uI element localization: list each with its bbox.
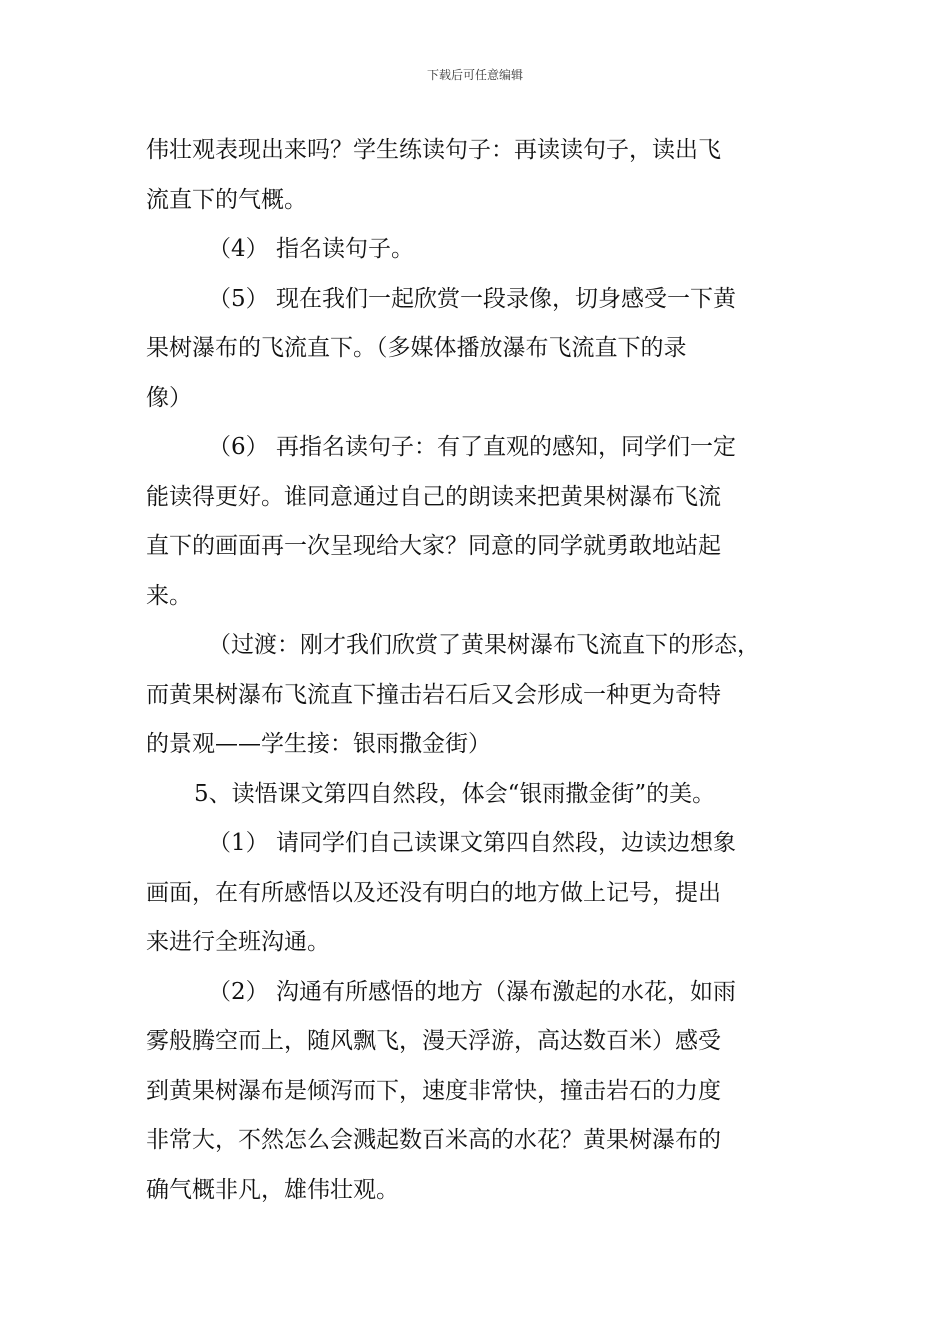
text-line: 确气概非凡，雄伟壮观。	[146, 1176, 399, 1203]
text-line: 而黄果树瀑布飞流直下撞击岩石后又会形成一种更为奇特	[146, 681, 721, 708]
text-line: （5） 现在我们一起欣赏一段录像，切身感受一下黄	[208, 285, 736, 312]
text-line: 非常大，不然怎么会溅起数百米高的水花？黄果树瀑布的	[146, 1127, 721, 1153]
text-line: （2） 沟通有所感悟的地方（瀑布激起的水花，如雨	[208, 978, 736, 1005]
text-line: （1） 请同学们自己读课文第四自然段，边读边想象	[208, 830, 736, 856]
text-line: 能读得更好。谁同意通过自己的朗读来把黄果树瀑布飞流	[146, 483, 721, 510]
text-line: （过渡：刚才我们欣赏了黄果树瀑布飞流直下的形态，	[208, 632, 760, 658]
text-line: 果树瀑布的飞流直下。（多媒体播放瀑布飞流直下的录	[146, 335, 687, 361]
text-line: 画面，在有所感悟以及还没有明白的地方做上记号，提出	[146, 879, 721, 906]
document-body	[146, 126, 826, 1215]
text-line: 5、读悟课文第四自然段，体会“银雨撒金街”的美。	[194, 780, 716, 807]
page-header: 下载后可任意编辑	[426, 68, 523, 82]
text-line: 伟壮观表现出来吗？学生练读句子：再读读句子，读出飞	[146, 137, 721, 163]
text-line: （4） 指名读句子。	[208, 236, 414, 262]
text-line: 到黄果树瀑布是倾泻而下，速度非常快，撞击岩石的力度	[146, 1077, 721, 1104]
text-line: 流直下的气概。	[146, 186, 307, 213]
text-line: 的景观——学生接：银雨撒金街）	[146, 731, 491, 757]
text-line: 像）	[146, 384, 192, 411]
text-line: 来进行全班沟通。	[146, 929, 330, 955]
text-line: 直下的画面再一次呈现给大家？同意的同学就勇敢地站起	[146, 533, 721, 559]
text-line: 来。	[146, 582, 192, 609]
text-line: 雾般腾空而上，随风飘飞，漫天浮游，高达数百米）感受	[146, 1028, 721, 1054]
text-line: （6） 再指名读句子：有了直观的感知，同学们一定	[208, 434, 736, 460]
